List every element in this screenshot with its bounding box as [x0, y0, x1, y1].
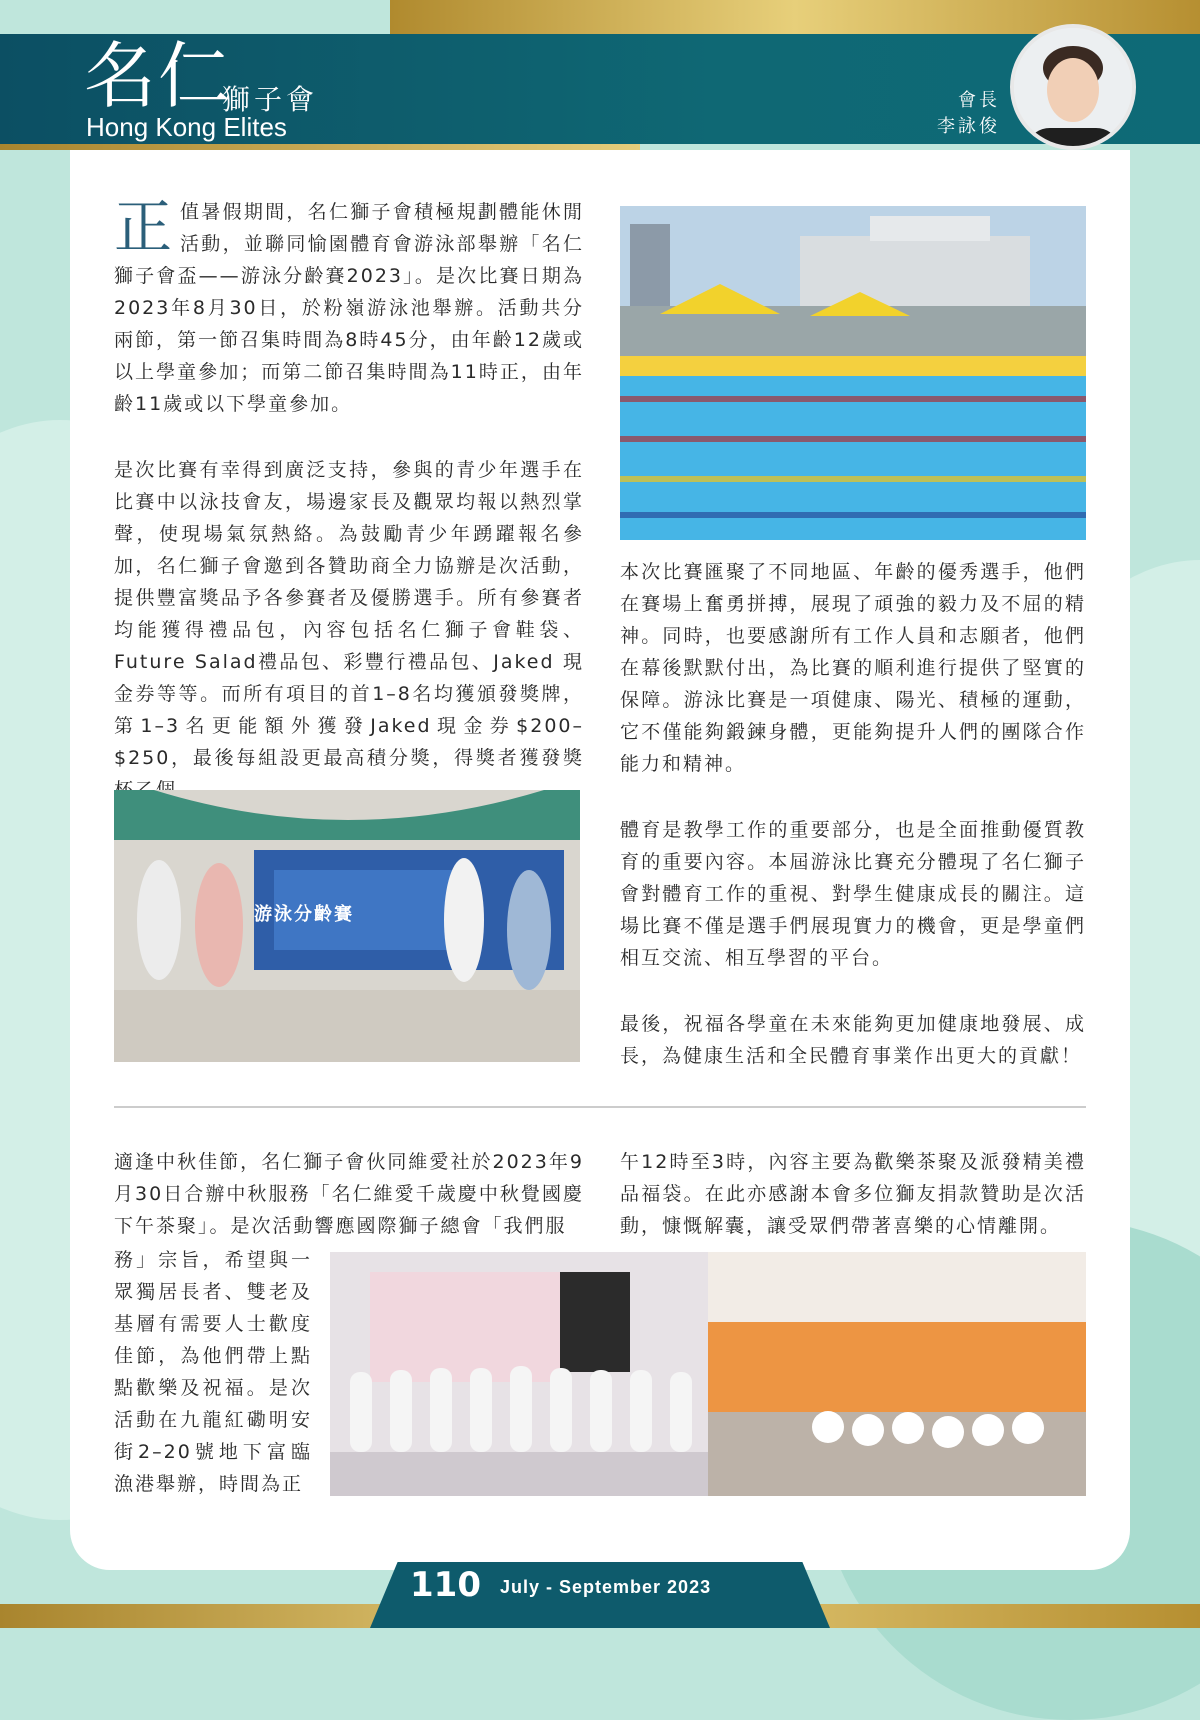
article-paragraph: 適逢中秋佳節，名仁獅子會伙同維愛社於2023年9月30日合辦中秋服務「名仁維愛千歲慶中秋覺國慶下午茶聚」。是次活動響應國際獅子總會「我們服	[114, 1151, 584, 1237]
article-paragraph: 午12時至3時，內容主要為歡樂茶聚及派發精美禮品福袋。在此亦感謝本會多位獅友捐款贊助是次活動，慷慨解囊，讓受眾們帶著喜樂的心情離開。	[620, 1151, 1086, 1237]
swimming-pool-photo	[620, 206, 1086, 540]
page-number: 110	[410, 1565, 481, 1605]
drop-cap: 正	[114, 193, 175, 261]
mid-autumn-audience-photo	[708, 1252, 1086, 1496]
mid-autumn-group-photo	[330, 1252, 708, 1496]
award-group-photo	[114, 790, 580, 1062]
president-name: 李詠俊	[937, 116, 1000, 137]
article-paragraph: 本次比賽匯聚了不同地區、年齡的優秀選手，他們在賽場上奮勇拼搏，展現了頑強的毅力及不屈的精神。同時，也要感謝所有工作人員和志願者，他們在幕後默默付出，為比賽的順利進行提供了堅實的保障。游泳比賽是一項健康、陽光、積極的運動，它不僅能夠鍛鍊身體，更能夠提升人們的團隊合作能力和精神。	[620, 561, 1086, 775]
article-paragraph: 是次比賽有幸得到廣泛支持，參與的青少年選手在比賽中以泳技會友，場邊家長及觀眾均報以熱烈掌聲，使現場氣氛熱絡。為鼓勵青少年踴躍報名參加，名仁獅子會邀到各贊助商全力協辦是次活動，提供豐富獎品予各參賽者及優勝選手。所有參賽者均能獲得禮品包，內容包括名仁獅子會鞋袋、Future Salad禮品包、彩豐行禮品包、Jaked 現金券等等。而所有項目的首1–8名均獲頒發獎牌，第1–3名更能額外獲發Jaked現金券$200–$250，最後每組設更最高積分獎，得獎者獲發獎	[114, 459, 584, 769]
page-title-sub: 獅子會	[222, 83, 319, 116]
issue-date: July - September 2023	[500, 1577, 712, 1597]
article-paragraph: 最後，祝福各學童在未來能夠更加健康地發展、成長，為健康生活和全民體育事業作出更大的貢獻！	[620, 1013, 1086, 1067]
president-role: 會長	[958, 90, 1000, 111]
page-title-english: Hong Kong Elites	[86, 112, 287, 142]
article-paragraph: 務」宗旨，希望與一眾獨居長者、雙老及基層有需要人士歡度佳節，為他們帶上點點歡樂及祝福。是次活動在九龍紅磡明安街2–20號地下富臨漁港舉辦，時間為正	[114, 1249, 312, 1495]
article-paragraph: 體育是教學工作的重要部分，也是全面推動優質教育的重要內容。本屆游泳比賽充分體現了名仁獅子會對體育工作的重視、對學生健康成長的關注。這場比賽不僅是選手們展現實力的機會，更是學童們相互交流、相互學習的平台。	[620, 819, 1086, 969]
portrait-photo	[1014, 28, 1132, 146]
section-divider	[114, 1106, 1086, 1108]
page-title: 名仁	[84, 34, 233, 118]
avatar	[1010, 24, 1136, 150]
article-paragraph	[114, 193, 584, 420]
article-paragraph-text: 值暑假期間，名仁獅子會積極規劃體能休閒活動，並聯同愉園體育會游泳部舉辦「名仁獅子會盃——游泳分齡賽2023」。是次比賽日期為2023年8月30日，於粉嶺游泳池舉辦。活動共分兩節，第一節召集時間為8時45分，由年齡12歲或以上學童參加；而第二節召集時間為11時正，由年齡11歲或以下學童參加。	[114, 201, 584, 415]
banner-text: 游泳分齡賽	[254, 904, 354, 925]
